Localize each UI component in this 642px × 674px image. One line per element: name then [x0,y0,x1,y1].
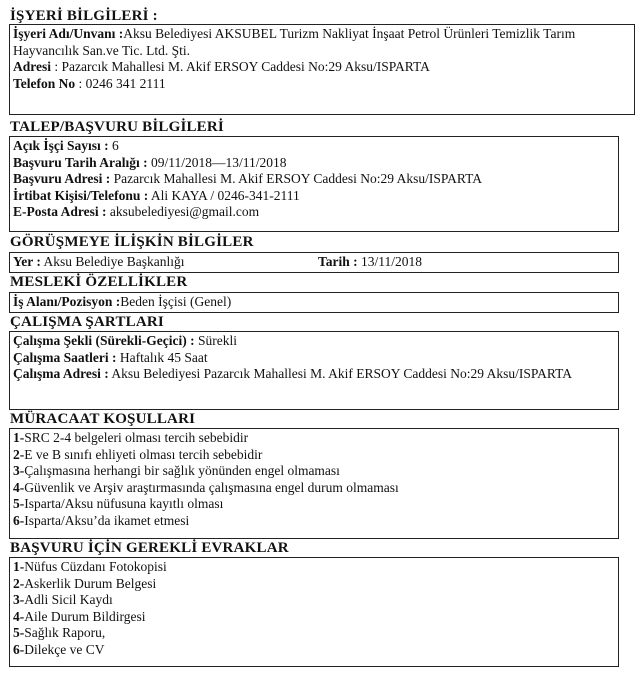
evraklar-item-text: Sağlık Raporu, [24,625,106,640]
isyeri-adres-value: : Pazarcık Mahallesi M. Akif ERSOY Caddesi No:29 Aksu/ISPARTA [54,59,430,74]
muracaat-item-num: 4- [13,479,25,495]
talep-row-label: Başvuru Adresi : [13,171,111,186]
evraklar-item-num: 1- [13,559,25,574]
gorusme-box [9,252,619,273]
calisma-adres-value: Aksu Belediyesi Pazarcık Mahallesi M. Akif ERSOY Caddesi No:29 Aksu/ISPARTA [108,366,572,381]
talep-row-value: Pazarcık Mahallesi M. Akif ERSOY Caddesi No:29 Aksu/ISPARTA [110,171,483,186]
calisma-sekil-row [13,333,614,350]
muracaat-item [13,480,614,497]
gorusme-title: GÖRÜŞMEYE İLİŞKİN BİLGİLER [10,234,254,250]
evraklar-item-num: 4- [13,608,25,624]
muracaat-item [13,430,614,447]
talep-title: TALEP/BAŞVURU BİLGİLERİ [10,119,224,135]
muracaat-box [9,428,619,539]
mesleki-row [13,294,614,311]
calisma-sekil-label: Çalışma Şekli (Sürekli-Geçici) : [13,333,195,348]
evraklar-item [13,609,614,626]
gorusme-tarih-value: 13/11/2018 [357,254,423,269]
muracaat-item [13,496,614,513]
isyeri-ad-value: Aksu Belediyesi AKSUBEL Turizm Nakliyat İnşaat Petrol Ürünleri Temizlik Tarım Hayvancılık San.ve Tic. Ltd. Şti. [13,26,576,58]
isyeri-adres-label: Adresi [13,59,52,74]
evraklar-item [13,625,614,642]
talep-row [13,188,614,205]
evraklar-item [13,559,614,576]
muracaat-item [13,513,614,530]
talep-row-label: Açık İşçi Sayısı : [13,138,109,153]
talep-row-label: İrtibat Kişisi/Telefonu : [13,187,149,203]
talep-row-value: aksubelediyesi@gmail.com [106,204,260,219]
isyeri-title: İŞYERİ BİLGİLERİ : [10,8,158,24]
isyeri-telefon-row [13,76,630,93]
muracaat-title: MÜRACAAT KOŞULLARI [10,411,196,427]
evraklar-item-num: 6- [13,641,25,657]
talep-row-label: Başvuru Tarih Aralığı : [13,154,148,170]
calisma-saat-value: Haftalık 45 Saat [116,349,208,365]
talep-row [13,155,614,172]
muracaat-item-num: 1- [13,430,25,445]
evraklar-item-text: Dilekçe ve CV [24,641,105,657]
isyeri-telefon-label: Telefon No [13,75,76,91]
calisma-sekil-value: Sürekli [194,333,237,348]
muracaat-item-text: Güvenlik ve Arşiv araştırmasında çalışmasına engel durum olmaması [24,479,399,495]
isyeri-telefon-value: : 0246 341 2111 [78,75,166,91]
talep-row [13,204,614,221]
evraklar-item-text: Adli Sicil Kaydı [24,592,113,607]
talep-row-value: Ali KAYA / 0246-341-2111 [148,187,300,203]
muracaat-item-num: 3- [13,463,25,478]
mesleki-label: İş Alanı/Pozisyon : [13,294,121,309]
muracaat-item-text: Çalışmasına herhangi bir sağlık yönünden engel olmaması [24,463,340,478]
evraklar-title: BAŞVURU İÇİN GEREKLİ EVRAKLAR [10,540,289,556]
isyeri-box [9,24,635,115]
evraklar-item [13,642,614,659]
calisma-adres-row [13,366,614,383]
isyeri-ad-label: İşyeri Adı/Unvanı : [13,26,124,41]
muracaat-item-text: Isparta/Aksu nüfusuna kayıtlı olması [24,496,224,511]
talep-box [9,136,619,232]
calisma-title: ÇALIŞMA ŞARTLARI [10,314,164,330]
muracaat-item-text: E ve B sınıfı ehliyeti olması tercih sebebidir [24,446,263,462]
mesleki-value: Beden İşçisi (Genel) [120,294,232,309]
evraklar-item [13,576,614,593]
calisma-saat-label: Çalışma Saatleri : [13,349,117,365]
mesleki-title: MESLEKİ ÖZELLİKLER [10,274,188,290]
calisma-box [9,331,619,410]
isyeri-ad-row [13,26,630,59]
talep-row [13,138,614,155]
calisma-adres-label: Çalışma Adresi : [13,366,109,381]
calisma-saat-row [13,350,614,367]
muracaat-item-text: SRC 2-4 belgeleri olması tercih sebebidir [24,430,249,445]
gorusme-row [13,254,614,271]
gorusme-yer-value: Aksu Belediye Başkanlığı [40,254,185,269]
evraklar-item-text: Askerlik Durum Belgesi [24,575,157,591]
evraklar-item [13,592,614,609]
talep-row-label: E-Posta Adresi : [13,204,107,219]
gorusme-tarih-label: Tarih : [318,254,358,269]
evraklar-item-text: Aile Durum Bildirgesi [24,608,146,624]
muracaat-item-num: 6- [13,512,25,528]
mesleki-box [9,292,619,313]
talep-row-value: 6 [108,138,119,153]
muracaat-item [13,463,614,480]
muracaat-item-num: 5- [13,496,25,511]
talep-row-value: 09/11/2018—13/11/2018 [147,154,287,170]
gorusme-yer-label: Yer : [13,254,41,269]
evraklar-item-text: Nüfus Cüzdanı Fotokopisi [24,559,167,574]
talep-row [13,171,614,188]
evraklar-box [9,557,619,667]
evraklar-item-num: 2- [13,575,25,591]
muracaat-item [13,447,614,464]
isyeri-adres-row [13,59,630,76]
muracaat-item-text: Isparta/Aksu’da ikamet etmesi [24,512,190,528]
evraklar-item-num: 3- [13,592,25,607]
evraklar-item-num: 5- [13,625,25,640]
muracaat-item-num: 2- [13,446,25,462]
